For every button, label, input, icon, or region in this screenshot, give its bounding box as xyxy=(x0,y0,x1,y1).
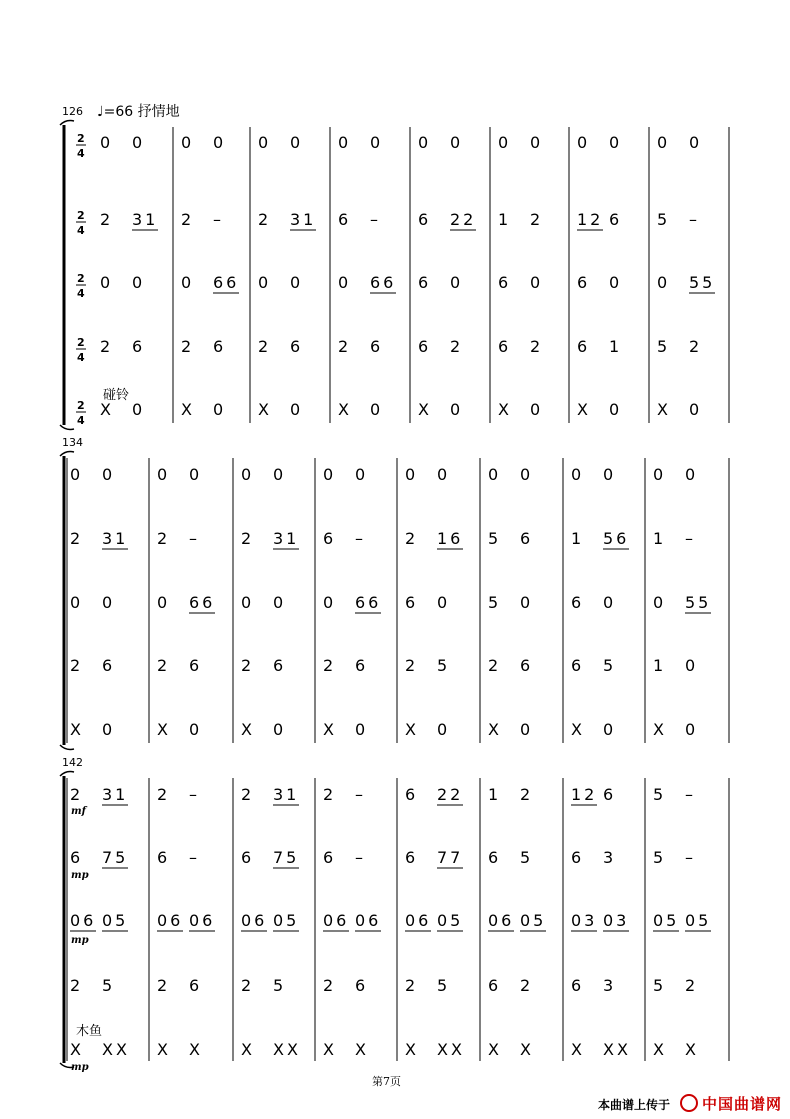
measure-note-group: 6 xyxy=(323,529,337,548)
bracket-bottom-hook xyxy=(60,745,74,750)
measure-note-group: X xyxy=(355,1040,369,1059)
measure-note-group: 0 xyxy=(290,133,304,152)
measure-note-group: X xyxy=(685,1040,699,1059)
measure-note-group: 0 xyxy=(102,465,116,484)
measure-note-group: XX xyxy=(603,1040,631,1059)
measure-note-group: 1 xyxy=(498,210,512,229)
measure-note-group: 6 xyxy=(355,656,369,675)
measure-note-group: 75 xyxy=(102,848,129,867)
measure-note-group: 0 xyxy=(157,593,171,612)
measure-note-group: 0 xyxy=(132,273,146,292)
measure-note-group: – xyxy=(689,210,700,229)
measure-note-group: X xyxy=(488,1040,502,1059)
measure-note-group: 6 xyxy=(498,273,512,292)
measure-note-group: 0 xyxy=(181,133,195,152)
measure-note-group: – xyxy=(189,529,200,548)
measure-note-group: 6 xyxy=(488,976,502,995)
measure-note-group: 6 xyxy=(609,210,623,229)
measure-note-group: 2 xyxy=(70,785,84,804)
bracket-top-hook xyxy=(60,121,74,126)
measure-note-group: X xyxy=(157,1040,171,1059)
measure-note-group: 31 xyxy=(290,210,317,229)
logo-mark-icon xyxy=(680,1094,698,1112)
measure-note-group: 2 xyxy=(530,210,544,229)
measure-note-group: X xyxy=(258,400,272,419)
measure-note-group: 6 xyxy=(213,337,227,356)
measure-note-group: 6 xyxy=(273,656,287,675)
measure-note-group: 0 xyxy=(100,133,114,152)
measure-note-group: XX xyxy=(273,1040,301,1059)
measure-note-group: X xyxy=(520,1040,534,1059)
measure-note-group: 5 xyxy=(603,656,617,675)
measure-note-group: 75 xyxy=(273,848,300,867)
measure-note-group: 0 xyxy=(273,465,287,484)
measure-note-group: 77 xyxy=(437,848,464,867)
measure-number-126: 126 xyxy=(62,105,83,118)
measure-note-group: 06 xyxy=(323,911,350,930)
measure-note-group: 6 xyxy=(157,848,171,867)
measure-note-group: 6 xyxy=(603,785,617,804)
measure-note-group: 2 xyxy=(157,529,171,548)
measure-note-group: 0 xyxy=(520,720,534,739)
measure-note-group: 2 xyxy=(241,656,255,675)
measure-note-group: 2 xyxy=(70,656,84,675)
time-signature-top: 2 xyxy=(77,272,85,285)
measure-note-group: 0 xyxy=(273,720,287,739)
measure-note-group: – xyxy=(355,785,366,804)
measure-note-group: 6 xyxy=(102,656,116,675)
measure-note-group: – xyxy=(355,529,366,548)
measure-note-group: X xyxy=(189,1040,203,1059)
quarter-note-icon: ♩ xyxy=(97,104,104,120)
measure-note-group: 6 xyxy=(70,848,84,867)
dynamic-mp-row5: mp xyxy=(71,1062,89,1073)
measure-note-group: 6 xyxy=(571,976,585,995)
measure-note-group: 6 xyxy=(189,656,203,675)
measure-note-group: 66 xyxy=(213,273,240,292)
measure-note-group: 6 xyxy=(520,529,534,548)
measure-note-group: – xyxy=(685,848,696,867)
measure-note-group: 5 xyxy=(102,976,116,995)
time-signature-top: 2 xyxy=(77,399,85,412)
site-logo[interactable] xyxy=(680,1092,786,1114)
measure-note-group: 0 xyxy=(530,133,544,152)
measure-note-group: 6 xyxy=(577,273,591,292)
measure-note-group: X xyxy=(577,400,591,419)
measure-note-group: 6 xyxy=(498,337,512,356)
measure-note-group: 66 xyxy=(370,273,397,292)
measure-note-group: 31 xyxy=(273,785,300,804)
measure-note-group: 55 xyxy=(689,273,716,292)
measure-note-group: 1 xyxy=(488,785,502,804)
measure-note-group: 5 xyxy=(653,976,667,995)
time-signature-top: 2 xyxy=(77,336,85,349)
measure-note-group: 6 xyxy=(571,656,585,675)
measure-note-group: 0 xyxy=(450,133,464,152)
measure-note-group: 3 xyxy=(603,976,617,995)
measure-note-group: 5 xyxy=(488,529,502,548)
page-number: 第7页 xyxy=(372,1075,401,1088)
measure-note-group: 3 xyxy=(603,848,617,867)
measure-note-group: 16 xyxy=(437,529,464,548)
measure-note-group: X xyxy=(498,400,512,419)
measure-note-group: 0 xyxy=(213,400,227,419)
time-signature-bottom: 4 xyxy=(77,414,85,427)
measure-note-group: X xyxy=(323,1040,337,1059)
measure-note-group: – xyxy=(189,785,200,804)
measure-note-group: 0 xyxy=(181,273,195,292)
measure-note-group: 1 xyxy=(571,529,585,548)
measure-note-group: 2 xyxy=(530,337,544,356)
measure-note-group: 0 xyxy=(258,133,272,152)
measure-note-group: 0 xyxy=(157,465,171,484)
measure-note-group: 05 xyxy=(273,911,300,930)
measure-note-group: 2 xyxy=(258,337,272,356)
measure-note-group: 6 xyxy=(418,337,432,356)
measure-note-group: 6 xyxy=(405,848,419,867)
measure-note-group: – xyxy=(370,210,381,229)
bracket-top-hook xyxy=(60,772,74,777)
measure-note-group: 2 xyxy=(520,976,534,995)
measure-note-group: 0 xyxy=(657,133,671,152)
measure-note-group: X xyxy=(70,1040,84,1059)
measure-note-group: 2 xyxy=(488,656,502,675)
measure-note-group: X xyxy=(241,1040,255,1059)
measure-note-group: 0 xyxy=(290,400,304,419)
measure-note-group: 5 xyxy=(488,593,502,612)
measure-note-group: 05 xyxy=(102,911,129,930)
measure-note-group: 2 xyxy=(689,337,703,356)
bracket-top-hook xyxy=(60,452,74,457)
time-signature-bottom: 4 xyxy=(77,147,85,160)
measure-note-group: X xyxy=(70,720,84,739)
measure-note-group: 6 xyxy=(189,976,203,995)
measure-note-group: – xyxy=(189,848,200,867)
measure-note-group: 6 xyxy=(571,593,585,612)
measure-note-group: 2 xyxy=(100,210,114,229)
measure-note-group: 0 xyxy=(689,133,703,152)
measure-note-group: X xyxy=(157,720,171,739)
instrument-label-bell: 碰铃 xyxy=(103,388,130,403)
measure-note-group: 0 xyxy=(241,593,255,612)
measure-note-group: 12 xyxy=(571,785,598,804)
measure-note-group: 0 xyxy=(653,465,667,484)
measure-note-group: XX xyxy=(102,1040,130,1059)
measure-note-group: 66 xyxy=(189,593,216,612)
measure-note-group: 0 xyxy=(213,133,227,152)
measure-note-group: X xyxy=(405,720,419,739)
measure-note-group: 0 xyxy=(603,593,617,612)
measure-note-group: 1 xyxy=(609,337,623,356)
measure-note-group: – xyxy=(355,848,366,867)
time-signature-bottom: 4 xyxy=(77,287,85,300)
measure-note-group: 12 xyxy=(577,210,604,229)
measure-note-group: 2 xyxy=(157,785,171,804)
measure-note-group: 31 xyxy=(102,785,129,804)
measure-note-group: 0 xyxy=(530,400,544,419)
measure-note-group: 0 xyxy=(241,465,255,484)
measure-note-group: 0 xyxy=(520,593,534,612)
measure-note-group: 2 xyxy=(450,337,464,356)
measure-note-group: 2 xyxy=(181,210,195,229)
measure-note-group: 5 xyxy=(520,848,534,867)
measure-note-group: 2 xyxy=(241,976,255,995)
measure-note-group: 6 xyxy=(290,337,304,356)
measure-note-group: 2 xyxy=(323,656,337,675)
measure-note-group: 2 xyxy=(181,337,195,356)
measure-note-group: X xyxy=(418,400,432,419)
tempo-marking: ♩=66 抒情地 xyxy=(97,104,180,120)
dynamic-mp-row3: mp xyxy=(71,935,89,946)
measure-note-group: X xyxy=(323,720,337,739)
measure-note-group: 0 xyxy=(609,400,623,419)
measure-note-group: 0 xyxy=(603,720,617,739)
measure-note-group: 2 xyxy=(405,656,419,675)
measure-note-group: 06 xyxy=(405,911,432,930)
measure-note-group: 31 xyxy=(102,529,129,548)
measure-note-group: 0 xyxy=(102,720,116,739)
measure-note-group: 0 xyxy=(609,273,623,292)
measure-note-group: 2 xyxy=(323,976,337,995)
bracket-bottom-hook xyxy=(60,1063,74,1068)
measure-note-group: 6 xyxy=(488,848,502,867)
measure-note-group: 0 xyxy=(132,400,146,419)
measure-note-group: 0 xyxy=(577,133,591,152)
measure-note-group: 6 xyxy=(405,593,419,612)
measure-note-group: 0 xyxy=(498,133,512,152)
measure-note-group: 22 xyxy=(437,785,464,804)
time-signature-bottom: 4 xyxy=(77,224,85,237)
measure-note-group: 5 xyxy=(437,976,451,995)
measure-note-group: 2 xyxy=(685,976,699,995)
measure-note-group: 2 xyxy=(157,976,171,995)
measure-note-group: 0 xyxy=(437,465,451,484)
measure-note-group: 2 xyxy=(100,337,114,356)
expression-text: 抒情地 xyxy=(137,104,180,120)
measure-note-group: 55 xyxy=(685,593,712,612)
measure-note-group: X xyxy=(653,1040,667,1059)
measure-note-group: 6 xyxy=(571,848,585,867)
measure-note-group: – xyxy=(685,785,696,804)
measure-note-group: X xyxy=(653,720,667,739)
measure-note-group: 06 xyxy=(355,911,382,930)
measure-note-group: 0 xyxy=(338,273,352,292)
measure-note-group: 0 xyxy=(323,465,337,484)
measure-note-group: 0 xyxy=(100,273,114,292)
measure-note-group: X xyxy=(181,400,195,419)
measure-note-group: 05 xyxy=(685,911,712,930)
measure-note-group: 6 xyxy=(405,785,419,804)
measure-note-group: X xyxy=(571,1040,585,1059)
measure-note-group: 03 xyxy=(603,911,630,930)
measure-note-group: – xyxy=(685,529,696,548)
measure-note-group: 5 xyxy=(657,337,671,356)
measure-note-group: 0 xyxy=(488,465,502,484)
instrument-label-woodblock: 木鱼 xyxy=(76,1024,103,1039)
measure-note-group: 6 xyxy=(241,848,255,867)
measure-note-group: 6 xyxy=(338,210,352,229)
measure-note-group: 2 xyxy=(338,337,352,356)
bracket-bottom-hook xyxy=(60,425,74,430)
measure-note-group: 2 xyxy=(405,529,419,548)
measure-note-group: XX xyxy=(437,1040,465,1059)
measure-note-group: X xyxy=(241,720,255,739)
measure-note-group: 2 xyxy=(157,656,171,675)
measure-note-group: 2 xyxy=(405,976,419,995)
measure-note-group: 0 xyxy=(355,720,369,739)
measure-note-group: 05 xyxy=(437,911,464,930)
measure-note-group: 0 xyxy=(437,593,451,612)
measure-note-group: X xyxy=(405,1040,419,1059)
measure-note-group: 0 xyxy=(355,465,369,484)
measure-note-group: 0 xyxy=(530,273,544,292)
measure-note-group: 31 xyxy=(273,529,300,548)
measure-note-group: 0 xyxy=(323,593,337,612)
time-signature-bottom: 4 xyxy=(77,351,85,364)
measure-note-group: 0 xyxy=(571,465,585,484)
measure-note-group: 0 xyxy=(189,720,203,739)
measure-note-group: 0 xyxy=(132,133,146,152)
measure-note-group: 0 xyxy=(290,273,304,292)
measure-note-group: 2 xyxy=(258,210,272,229)
measure-note-group: 31 xyxy=(132,210,159,229)
measure-note-group: 6 xyxy=(132,337,146,356)
measure-note-group: 0 xyxy=(338,133,352,152)
measure-note-group: X xyxy=(571,720,585,739)
measure-number-134: 134 xyxy=(62,436,83,449)
measure-note-group: 06 xyxy=(241,911,268,930)
measure-note-group: 22 xyxy=(450,210,477,229)
measure-note-group: 0 xyxy=(70,465,84,484)
measure-note-group: 1 xyxy=(653,529,667,548)
dynamic-mf: mf xyxy=(71,806,86,817)
measure-note-group: 06 xyxy=(157,911,184,930)
measure-note-group: 6 xyxy=(418,273,432,292)
measure-note-group: 0 xyxy=(520,465,534,484)
measure-note-group: 66 xyxy=(355,593,382,612)
measure-note-group: 6 xyxy=(418,210,432,229)
measure-note-group: 06 xyxy=(189,911,216,930)
measure-note-group: – xyxy=(213,210,224,229)
measure-note-group: 5 xyxy=(437,656,451,675)
measure-note-group: 0 xyxy=(450,400,464,419)
measure-note-group: 0 xyxy=(689,400,703,419)
measure-note-group: 6 xyxy=(520,656,534,675)
site-name: 中国曲谱网 xyxy=(702,1095,783,1113)
measure-note-group: 2 xyxy=(323,785,337,804)
measure-note-group: 5 xyxy=(273,976,287,995)
measure-note-group: 05 xyxy=(520,911,547,930)
measure-note-group: X xyxy=(657,400,671,419)
measure-note-group: 0 xyxy=(189,465,203,484)
measure-note-group: 06 xyxy=(70,911,97,930)
measure-note-group: 0 xyxy=(609,133,623,152)
measure-note-group: 5 xyxy=(657,210,671,229)
measure-note-group: X xyxy=(488,720,502,739)
measure-number-142: 142 xyxy=(62,756,83,769)
measure-note-group: 0 xyxy=(450,273,464,292)
time-signature-top: 2 xyxy=(77,209,85,222)
measure-note-group: 0 xyxy=(70,593,84,612)
measure-note-group: 0 xyxy=(273,593,287,612)
measure-note-group: 6 xyxy=(323,848,337,867)
measure-note-group: 6 xyxy=(355,976,369,995)
measure-note-group: 5 xyxy=(653,848,667,867)
source-text: 本曲谱上传于 xyxy=(598,1098,671,1112)
measure-note-group: 2 xyxy=(241,785,255,804)
measure-note-group: 0 xyxy=(685,656,699,675)
measure-note-group: X xyxy=(338,400,352,419)
measure-note-group: 0 xyxy=(370,400,384,419)
measure-note-group: 5 xyxy=(653,785,667,804)
measure-note-group: 0 xyxy=(405,465,419,484)
measure-note-group: 05 xyxy=(653,911,680,930)
measure-note-group: 0 xyxy=(102,593,116,612)
measure-note-group: 6 xyxy=(370,337,384,356)
measure-note-group: 0 xyxy=(685,720,699,739)
measure-note-group: 0 xyxy=(685,465,699,484)
measure-note-group: 6 xyxy=(577,337,591,356)
measure-note-group: 0 xyxy=(418,133,432,152)
time-signature-top: 2 xyxy=(77,132,85,145)
measure-note-group: 56 xyxy=(603,529,630,548)
measure-note-group: 2 xyxy=(70,976,84,995)
measure-note-group: 0 xyxy=(603,465,617,484)
measure-note-group: 1 xyxy=(653,656,667,675)
measure-note-group: 2 xyxy=(241,529,255,548)
measure-note-group: 03 xyxy=(571,911,598,930)
dynamic-mp-row2: mp xyxy=(71,870,89,881)
measure-note-group: 0 xyxy=(437,720,451,739)
measure-note-group: 2 xyxy=(520,785,534,804)
measure-note-group: X xyxy=(100,400,114,419)
measure-note-group: 2 xyxy=(70,529,84,548)
measure-note-group: 0 xyxy=(370,133,384,152)
measure-note-group: 0 xyxy=(657,273,671,292)
measure-note-group: 0 xyxy=(653,593,667,612)
measure-note-group: 06 xyxy=(488,911,515,930)
measure-note-group: 0 xyxy=(258,273,272,292)
